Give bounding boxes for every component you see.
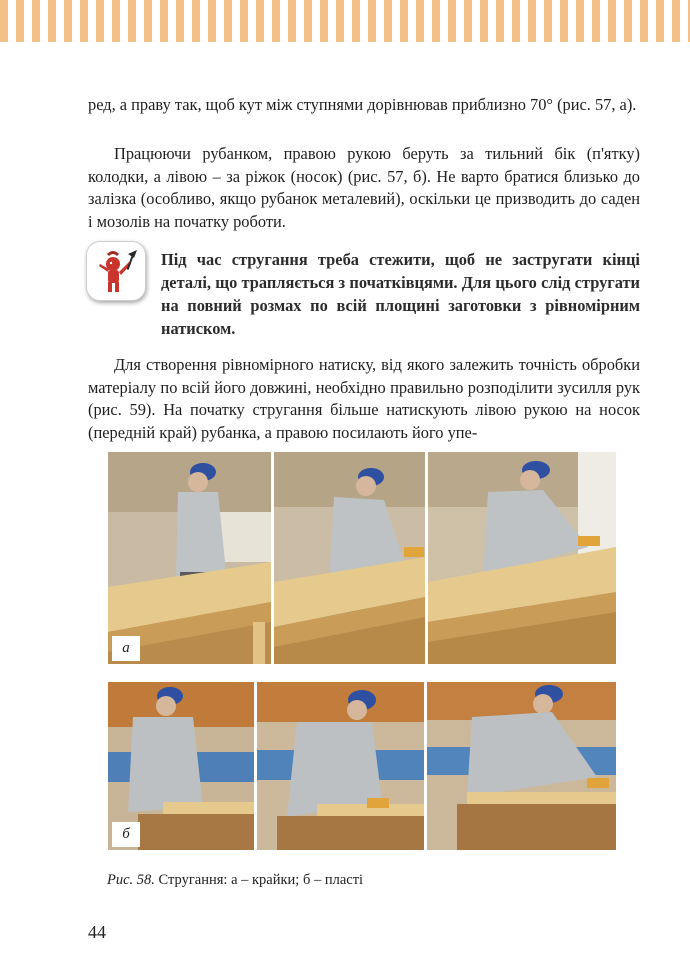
paragraph-2: Працюючи рубанком, правою рукою беруть за тильний бік (п'ятку) колодки, а лівою – за ріжок (носок) (рис. 57, б). Не варто братися близько до залізка (особливо, якщо рубанок металевий), оскільки це призводить до саден і мозолів на початку роботи. xyxy=(88,144,640,231)
figure-label-a: а xyxy=(112,636,140,661)
decorative-top-stripe xyxy=(0,0,690,42)
photo-a1 xyxy=(108,452,271,664)
photo-a3 xyxy=(428,452,616,664)
photo-a2 xyxy=(274,452,425,664)
page-number: 44 xyxy=(88,922,106,942)
caption-prefix: Рис. 58. xyxy=(107,872,155,888)
photo-b2 xyxy=(257,682,424,850)
warning-figure-icon xyxy=(86,241,146,301)
figure-label-b: б xyxy=(112,822,140,847)
figure-caption xyxy=(107,872,363,889)
paragraph-3: Для створення рівномірного натиску, від якого залежить точність обробки матеріалу по всій його довжині, необхідно правильно розподілити зусилля рук (рис. 59). На початку стругання більше натискують лівою рукою на носок (передній край) рубанка, а правою посилають його упе- xyxy=(88,355,640,442)
paragraph-1: ред, а праву так, щоб кут між ступнями дорівнював приблизно 70° (рис. 57, а). xyxy=(88,95,637,114)
caption-text: Стругання: а – крайки; б – пласті xyxy=(154,872,364,888)
warning-text: Під час стругання треба стежити, щоб не застругати кінці деталі, що трапляється з початківцями. Для цього слід стругати на повний розмах по всій площині заготовки з рівномірним натиском. xyxy=(161,250,640,338)
photo-b3 xyxy=(427,682,616,850)
